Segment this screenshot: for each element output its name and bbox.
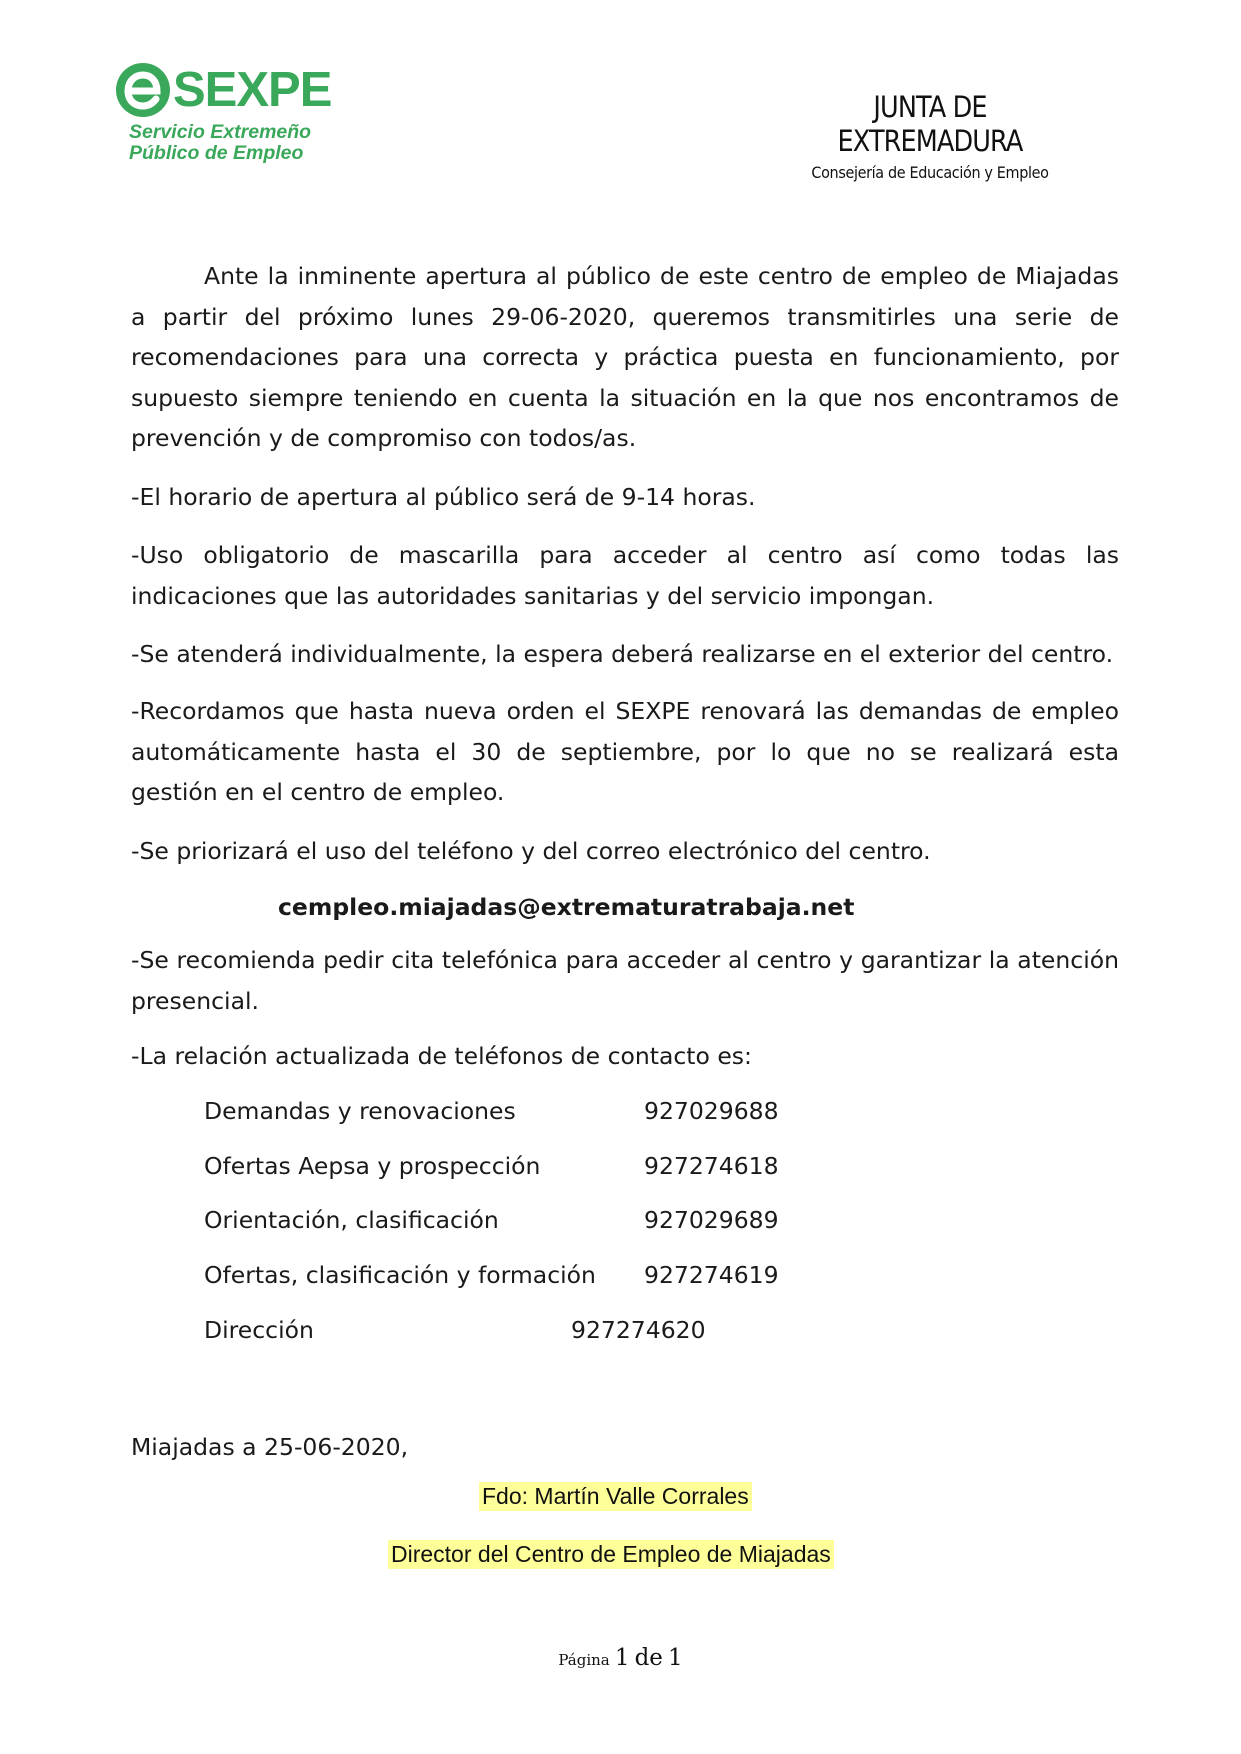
contact-label: Ofertas, clasificación y formación bbox=[204, 1261, 596, 1289]
junta-title: JUNTA DE EXTREMADURA bbox=[837, 90, 1023, 158]
item-telefono: -Se priorizará el uso del teléfono y del correo electrónico del centro. bbox=[131, 837, 931, 865]
item-individual: -Se atenderá individualmente, la espera deberá realizarse en el exterior del centro. bbox=[131, 640, 1114, 668]
sexpe-logo bbox=[115, 60, 332, 170]
item-renovacion: -Recordamos que hasta nueva orden el SEXPE renovará las demandas de empleo automáticamente hasta el 30 de septiembre, por lo que no se realizará esta gestión en el centro de empleo. bbox=[131, 697, 1119, 806]
contact-label: Dirección bbox=[204, 1316, 314, 1344]
contact-phone: 927274619 bbox=[644, 1261, 779, 1289]
contact-phone: 927029688 bbox=[644, 1097, 779, 1125]
signature: Fdo: Martín Valle Corrales bbox=[479, 1482, 752, 1511]
sexpe-logo-subtitle bbox=[129, 122, 311, 164]
sexpe-logo-subtitle-line1: Servicio Extremeño bbox=[129, 121, 312, 143]
page-word: Página bbox=[558, 1651, 610, 1669]
contact-label: Orientación, clasificación bbox=[204, 1206, 499, 1234]
item-mascarilla: -Uso obligatorio de mascarilla para acceder al centro así como todas las indicaciones que las autoridades sanitarias y del servicio impongan. bbox=[131, 541, 1119, 610]
sexpe-logo-subtitle-line2: Público de Empleo bbox=[129, 142, 304, 164]
place-date: Miajadas a 25-06-2020, bbox=[131, 1433, 409, 1461]
page-number bbox=[0, 1645, 1241, 1671]
contact-phone: 927274620 bbox=[571, 1316, 706, 1344]
contact-phone: 927274618 bbox=[644, 1152, 779, 1180]
page-total: 1 bbox=[668, 1645, 683, 1671]
item-horario: -El horario de apertura al público será de 9-14 horas. bbox=[131, 483, 756, 511]
signatory-position: Director del Centro de Empleo de Miajadas bbox=[388, 1540, 834, 1569]
intro-paragraph: Ante la inminente apertura al público de este centro de empleo de Miajadas a partir del próximo lunes 29-06-2020, queremos transmitirles una serie de recomendaciones para una correcta y práctica puesta en funcionamiento, por supuesto siempre teniendo en cuenta la situación en la que nos encontramos de prevención y de compromiso con todos/as. bbox=[131, 262, 1119, 452]
page-of: de bbox=[634, 1645, 663, 1671]
email-address: cempleo.miajadas@extrematuratrabaja.net bbox=[278, 893, 855, 921]
item-cita: -Se recomienda pedir cita telefónica para acceder al centro y garantizar la atención presencial. bbox=[131, 946, 1119, 1015]
contact-label: Ofertas Aepsa y prospección bbox=[204, 1152, 541, 1180]
sexpe-logo-name: SEXPE bbox=[173, 63, 332, 117]
junta-header bbox=[760, 90, 1100, 185]
page-current: 1 bbox=[614, 1645, 630, 1671]
junta-subtitle: Consejería de Educación y Empleo bbox=[811, 163, 1049, 182]
contact-label: Demandas y renovaciones bbox=[204, 1097, 516, 1125]
item-relacion: -La relación actualizada de teléfonos de contacto es: bbox=[131, 1042, 752, 1070]
sexpe-e-logo-icon bbox=[115, 62, 171, 118]
contact-phone: 927029689 bbox=[644, 1206, 779, 1234]
